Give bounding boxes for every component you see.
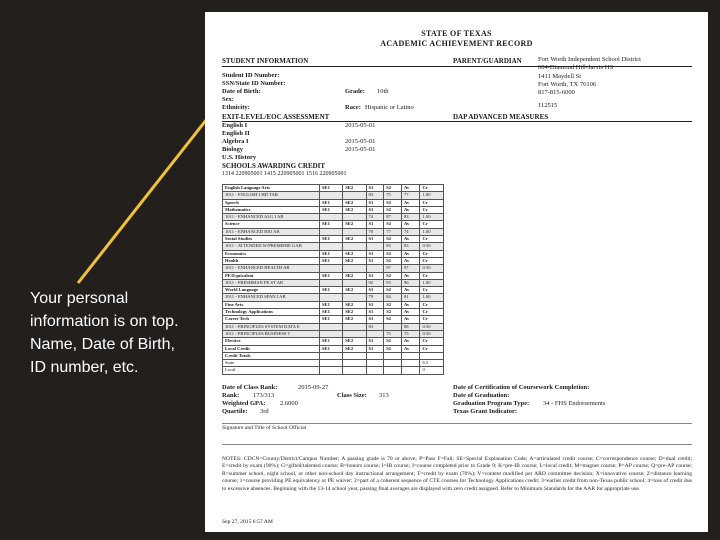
avg-cell [401, 352, 420, 359]
avg-cell: Av [401, 236, 420, 243]
se1-cell: SE1 [320, 301, 343, 308]
avg-cell: Av [401, 345, 420, 352]
s1-cell: S1 [366, 185, 384, 192]
credit-cell: 1.00 [420, 214, 444, 221]
course-cell: Mathematics [223, 206, 320, 213]
student-info-heading: STUDENT INFORMATION [222, 57, 309, 65]
se1-cell: SE1 [320, 185, 343, 192]
se2-cell [343, 228, 366, 235]
s2-cell: S2 [384, 206, 402, 213]
credit-cell: 6.5 [420, 360, 444, 367]
s1-cell: 83 [366, 192, 384, 199]
se1-cell [320, 243, 343, 250]
se1-cell [320, 214, 343, 221]
s1-cell [366, 330, 384, 337]
s1-cell [366, 360, 384, 367]
se1-cell [320, 323, 343, 330]
se1-cell [320, 367, 343, 374]
grade-row [223, 330, 444, 337]
s2-cell: 84 [384, 294, 402, 301]
se1-cell: SE1 [320, 338, 343, 345]
se2-cell: SE2 [343, 309, 366, 316]
se2-cell [343, 192, 366, 199]
credit-cell: Cr [420, 309, 444, 316]
credit-cell: 1.00 [420, 279, 444, 286]
credit-cell: Cr [420, 257, 444, 264]
se2-cell: SE2 [343, 345, 366, 352]
address-line2: Fort Worth, TX 76106 [538, 81, 597, 88]
se1-cell [320, 192, 343, 199]
s2-cell: 75 [384, 330, 402, 337]
se2-cell [343, 360, 366, 367]
s1-cell: S1 [366, 199, 384, 206]
credit-cell: Cr [420, 185, 444, 192]
graduation-program-value: 34 - FHS Endorsements [543, 400, 606, 407]
grade-row [223, 206, 444, 213]
class-rank-date: 2015-09-27 [298, 384, 329, 391]
race-label: Race: [345, 104, 361, 111]
s2-cell: 97 [384, 265, 402, 272]
avg-cell: Av [401, 316, 420, 323]
dob-label: Date of Birth: [222, 88, 261, 95]
course-cell: 1011 - ATTENDED W/PREMIERE GAB [223, 243, 320, 250]
s1-cell: S1 [366, 301, 384, 308]
grade-row [223, 243, 444, 250]
s1-cell: S1 [366, 287, 384, 294]
s1-cell [366, 367, 384, 374]
eoc-name: English I [222, 122, 248, 129]
se2-cell [343, 243, 366, 250]
se2-cell [343, 367, 366, 374]
avg-cell: 81 [401, 294, 420, 301]
s1-cell: S1 [366, 316, 384, 323]
s2-cell: S2 [384, 272, 402, 279]
eoc-name: Algebra I [222, 138, 249, 145]
grades-table [222, 184, 444, 375]
credit-cell: Cr [420, 272, 444, 279]
graduation-program-label: Graduation Program Type: [453, 400, 530, 407]
avg-cell: Av [401, 257, 420, 264]
se2-cell: SE2 [343, 338, 366, 345]
course-cell: 1011 - ENHANCED ALG I AB [223, 214, 320, 221]
se2-cell [343, 323, 366, 330]
avg-cell [401, 360, 420, 367]
s2-cell: S2 [384, 185, 402, 192]
grade-row [223, 221, 444, 228]
s1-cell: 83 [366, 323, 384, 330]
course-cell: Fine Arts [223, 301, 320, 308]
grade-row [223, 287, 444, 294]
s1-cell: 70 [366, 228, 384, 235]
se1-cell: SE1 [320, 199, 343, 206]
credit-cell: Cr [420, 206, 444, 213]
avg-cell: 83 [401, 214, 420, 221]
credit-cell: 0.50 [420, 330, 444, 337]
s2-cell: S2 [384, 221, 402, 228]
grade-row [223, 338, 444, 345]
timestamp: Sep 27, 2015 6:57 AM [222, 519, 273, 525]
course-cell: 1011 - PRINCIPLES SYSTEM DATA E [223, 323, 320, 330]
s2-cell: 75 [384, 192, 402, 199]
avg-cell: 97 [401, 265, 420, 272]
credit-cell: 0.50 [420, 243, 444, 250]
course-cell: Career Tech [223, 316, 320, 323]
se2-cell: SE2 [343, 250, 366, 257]
course-cell: PE/Equivalent [223, 272, 320, 279]
eoc-name: English II [222, 130, 250, 137]
course-cell: 1011 - ENHANCED BIO AB [223, 228, 320, 235]
eoc-date: 2015-05-01 [345, 138, 376, 145]
avg-cell: 88 [401, 323, 420, 330]
se1-cell [320, 279, 343, 286]
s2-cell: S2 [384, 287, 402, 294]
course-cell: World Language [223, 287, 320, 294]
s2-cell: S2 [384, 301, 402, 308]
avg-cell: Av [401, 338, 420, 345]
se2-cell: SE2 [343, 199, 366, 206]
phone: 817-815-6000 [538, 89, 575, 96]
se2-cell: SE2 [343, 185, 366, 192]
credit-cell: 0.50 [420, 323, 444, 330]
avg-cell: Av [401, 185, 420, 192]
grade-row [223, 367, 444, 374]
credit-cell: Cr [420, 287, 444, 294]
se1-cell [320, 265, 343, 272]
se2-cell [343, 294, 366, 301]
course-cell: Science [223, 221, 320, 228]
avg-cell: 77 [401, 192, 420, 199]
grade-label: Grade: [345, 88, 365, 95]
ethnicity-label: Ethnicity: [222, 104, 250, 111]
course-cell: 1011 - ENHANCED HEALTH AB [223, 265, 320, 272]
caption-text: Your personal information is on top. Name, Date of Birth, ID number, etc. [30, 290, 179, 376]
notes-text: NOTES: CDCN=County/District/Campus Number; A passing grade is 70 or above; P=Pass F=Fail; SE=Special Explanation Code; A=articulated credit course; C=correspondence course; D=dual credit; E=credit by exam (90%); G=gifted/talented course; B=honors course; I=IB course; J=course completed prior to Grade 9; K=pre-IB course; L=local credit; M=magnet course; P=AP course; Q=pre-AP course; R=summer school, night school, or other non-school day instructional arrangement; T=credit by exam (70%); V=content modified per ARD committee decision; X=innovative course; Z=distance learning course; 1=course providing PE equivalency or PE waiver; 2=part of a coherent sequence of CTE courses for Technology Applications credit; 3=earlier credit from non-Texas public school; 4=loss of credit due to excessive absences. Beginning with the 13-14 school year, passing final averages are displayed with zero credit assigned. Refer to Minimum Standards for the AAR for appropriate use. [222, 456, 692, 492]
eoc-name: U.S. History [222, 154, 257, 161]
course-cell: 1011 - ENGLISH I HD TAB [223, 192, 320, 199]
schools-line: 1314 220905001 1415 220905001 1516 220905001 [222, 171, 347, 177]
se2-cell [343, 352, 366, 359]
grade-row [223, 228, 444, 235]
course-cell: Elective [223, 338, 320, 345]
grade-row [223, 301, 444, 308]
s2-cell: S2 [384, 257, 402, 264]
address-line1: 1411 Maydell St [538, 73, 582, 80]
ssn-label: SSN/State ID Number: [222, 80, 286, 87]
grade-row [223, 309, 444, 316]
certification-label: Date of Certification of Coursework Completion: [453, 384, 590, 391]
course-cell: Credit Totals [223, 352, 320, 359]
se1-cell: SE1 [320, 316, 343, 323]
rank-label: Rank: [222, 392, 240, 399]
course-cell: Local [223, 367, 320, 374]
s1-cell: S1 [366, 257, 384, 264]
se2-cell [343, 330, 366, 337]
course-cell: Economics [223, 250, 320, 257]
s1-cell: S1 [366, 206, 384, 213]
grade-row [223, 236, 444, 243]
se1-cell [320, 360, 343, 367]
se1-cell [320, 294, 343, 301]
class-rank-date-label: Date of Class Rank: [222, 384, 278, 391]
course-cell: 1011 - PRINCIPLES BUSINESS T [223, 330, 320, 337]
avg-cell: Av [401, 301, 420, 308]
credit-cell: 1.00 [420, 294, 444, 301]
course-cell: Technology Applications [223, 309, 320, 316]
se1-cell: SE1 [320, 236, 343, 243]
avg-cell: Av [401, 221, 420, 228]
credit-cell: Cr [420, 316, 444, 323]
credit-cell: Cr [420, 338, 444, 345]
se1-cell: SE1 [320, 309, 343, 316]
se2-cell: SE2 [343, 301, 366, 308]
se2-cell [343, 265, 366, 272]
se2-cell: SE2 [343, 287, 366, 294]
sex-label: Sex: [222, 96, 234, 103]
avg-cell: 75 [401, 330, 420, 337]
race-value: Hispanic or Latino [365, 104, 414, 111]
s2-cell [384, 360, 402, 367]
grade-row [223, 185, 444, 192]
s2-cell [384, 323, 402, 330]
se2-cell: SE2 [343, 272, 366, 279]
grade-row [223, 250, 444, 257]
s2-cell [384, 352, 402, 359]
s2-cell: S2 [384, 338, 402, 345]
course-cell: Speech [223, 199, 320, 206]
s1-cell [366, 352, 384, 359]
class-size-label: Class Size: [337, 392, 367, 399]
texas-grant-label: Texas Grant Indicator: [453, 408, 518, 415]
schools-heading: SCHOOLS AWARDING CREDIT [222, 162, 326, 170]
credit-cell: Cr [420, 301, 444, 308]
avg-cell: Av [401, 272, 420, 279]
code: 112515 [538, 102, 558, 109]
avg-cell [401, 367, 420, 374]
s1-cell: S1 [366, 309, 384, 316]
avg-cell: 83 [401, 243, 420, 250]
grade-row [223, 192, 444, 199]
grade-row [223, 323, 444, 330]
gpa-value: 2.6000 [280, 400, 298, 407]
student-id-label: Student ID Number: [222, 72, 280, 79]
s1-cell: 79 [366, 294, 384, 301]
se1-cell [320, 352, 343, 359]
gpa-label: Weighted GPA: [222, 400, 266, 407]
s1-cell: S1 [366, 272, 384, 279]
se1-cell: SE1 [320, 250, 343, 257]
district-name: Fort Worth Independent School District [538, 56, 641, 63]
avg-cell: 74 [401, 228, 420, 235]
se2-cell: SE2 [343, 206, 366, 213]
s2-cell: S2 [384, 250, 402, 257]
eoc-heading: EXIT-LEVEL/EOC ASSESSMENT [222, 113, 330, 121]
s2-cell: 83 [384, 243, 402, 250]
course-cell: Social Studies [223, 236, 320, 243]
avg-cell: 96 [401, 279, 420, 286]
class-size-value: 313 [379, 392, 389, 399]
s2-cell [384, 367, 402, 374]
se1-cell [320, 228, 343, 235]
arrow-shaft [78, 110, 214, 283]
course-cell: 1011 - ENHANCED SPAN I AB [223, 294, 320, 301]
credit-cell: 1.00 [420, 192, 444, 199]
s2-cell: S2 [384, 236, 402, 243]
credit-cell: 1.00 [420, 228, 444, 235]
s1-cell: S1 [366, 250, 384, 257]
se2-cell [343, 279, 366, 286]
s1-cell: S1 [366, 221, 384, 228]
grade-row [223, 316, 444, 323]
avg-cell: Av [401, 199, 420, 206]
credit-cell [420, 352, 444, 359]
course-cell: Local Credit [223, 345, 320, 352]
course-cell: English Language Arts [223, 185, 320, 192]
avg-cell: Av [401, 250, 420, 257]
se1-cell [320, 330, 343, 337]
se1-cell: SE1 [320, 287, 343, 294]
grade-row [223, 360, 444, 367]
grade-row [223, 294, 444, 301]
se2-cell: SE2 [343, 221, 366, 228]
signature-line: Signature and Title of School Official [222, 425, 307, 431]
s1-cell: 74 [366, 214, 384, 221]
s1-cell [366, 265, 384, 272]
graduation-date-label: Date of Graduation: [453, 392, 510, 399]
s1-cell [366, 243, 384, 250]
s1-cell: S1 [366, 345, 384, 352]
grade-row [223, 257, 444, 264]
credit-cell: Cr [420, 345, 444, 352]
s1-cell: S1 [366, 338, 384, 345]
credit-cell: Cr [420, 199, 444, 206]
record-title: ACADEMIC ACHIEVEMENT RECORD [380, 39, 533, 48]
se2-cell: SE2 [343, 316, 366, 323]
s2-cell: S2 [384, 199, 402, 206]
se1-cell: SE1 [320, 257, 343, 264]
s2-cell: S2 [384, 345, 402, 352]
avg-cell: Av [401, 206, 420, 213]
s2-cell: 87 [384, 214, 402, 221]
se1-cell: SE1 [320, 272, 343, 279]
credit-cell: 0.50 [420, 265, 444, 272]
credit-cell: Cr [420, 236, 444, 243]
se1-cell: SE1 [320, 221, 343, 228]
se1-cell: SE1 [320, 206, 343, 213]
grade-row [223, 345, 444, 352]
grade-row [223, 214, 444, 221]
dap-heading: DAP ADVANCED MEASURES [453, 113, 549, 121]
grade-row [223, 352, 444, 359]
credit-cell: Cr [420, 250, 444, 257]
se1-cell: SE1 [320, 345, 343, 352]
grade-row [223, 272, 444, 279]
eoc-date: 2015-05-01 [345, 146, 376, 153]
course-cell: 1011 - FRESHMAN PE ST AB [223, 279, 320, 286]
credit-cell: Cr [420, 221, 444, 228]
avg-cell: Av [401, 287, 420, 294]
s1-cell: 92 [366, 279, 384, 286]
state-title: STATE OF TEXAS [421, 29, 492, 38]
quartile-value: 3rd [260, 408, 269, 415]
district-campus: 004-Diamond Hill-Jarvis HS [538, 64, 614, 71]
grade-row [223, 199, 444, 206]
avg-cell: Av [401, 309, 420, 316]
eoc-date: 2015-05-01 [345, 122, 376, 129]
rank-value: 173/313 [253, 392, 275, 399]
grade-row [223, 265, 444, 272]
transcript-document [205, 12, 708, 532]
quartile-label: Quartile: [222, 408, 248, 415]
credit-cell: 0 [420, 367, 444, 374]
grade-row [223, 279, 444, 286]
se2-cell [343, 214, 366, 221]
s2-cell: S2 [384, 316, 402, 323]
s1-cell: S1 [366, 236, 384, 243]
se2-cell: SE2 [343, 236, 366, 243]
s2-cell: S2 [384, 309, 402, 316]
eoc-name: Biology [222, 146, 243, 153]
se2-cell: SE2 [343, 257, 366, 264]
parent-heading: PARENT/GUARDIAN [453, 57, 522, 65]
grade-value: 10th [377, 88, 389, 95]
course-cell: Health [223, 257, 320, 264]
course-cell: State [223, 360, 320, 367]
s2-cell: 77 [384, 228, 402, 235]
s2-cell: 93 [384, 279, 402, 286]
